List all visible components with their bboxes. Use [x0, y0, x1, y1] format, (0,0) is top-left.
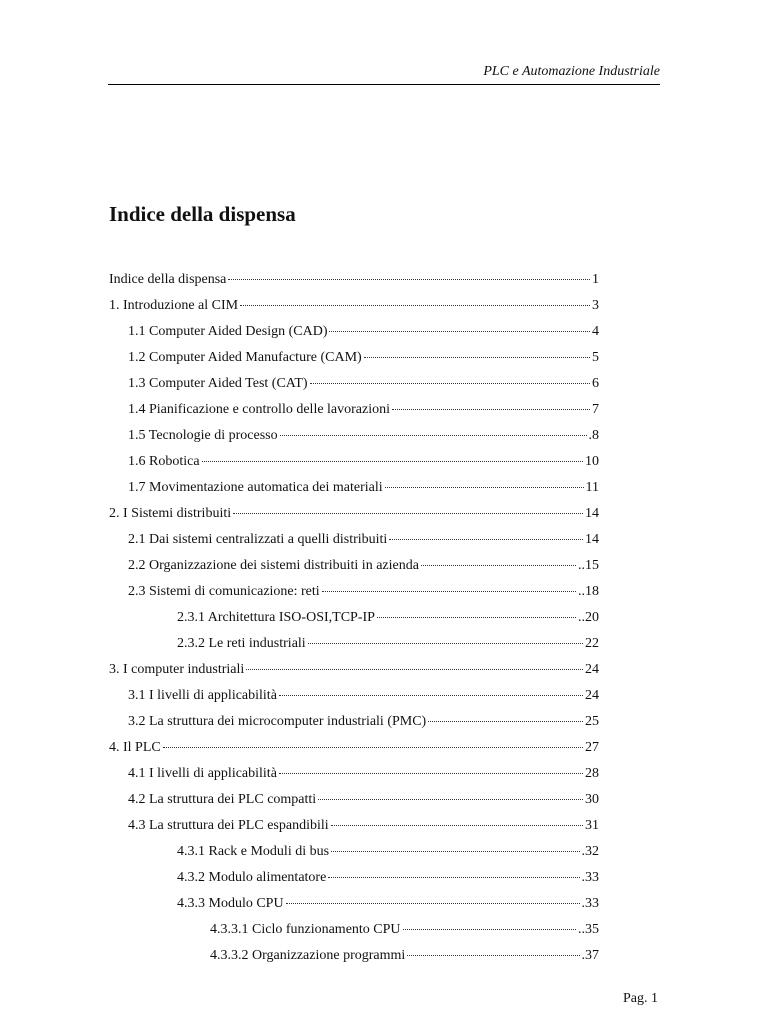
- toc-entry[interactable]: [109, 917, 599, 943]
- toc-entry[interactable]: [109, 475, 599, 501]
- toc-entry-label: 4.1 I livelli di applicabilità: [128, 766, 277, 781]
- toc-entry-label: 4.3.3.1 Ciclo funzionamento CPU: [210, 922, 401, 937]
- toc-entry[interactable]: [109, 631, 599, 657]
- toc-entry[interactable]: [109, 371, 599, 397]
- toc-dot-leader: [202, 461, 583, 462]
- toc-entry-label: 1.5 Tecnologie di processo: [128, 428, 278, 443]
- toc-entry[interactable]: [109, 345, 599, 371]
- toc-entry-page: 5: [592, 350, 599, 365]
- toc-entry-label: 3.2 La struttura dei microcomputer industriali (PMC): [128, 714, 427, 729]
- toc-dot-leader: [331, 851, 579, 852]
- toc-dot-leader: [389, 539, 583, 540]
- toc-dot-leader: [286, 903, 580, 904]
- toc-dot-leader: [407, 955, 579, 956]
- toc-entry-label: 1.3 Computer Aided Test (CAT): [128, 376, 308, 391]
- toc-dot-leader: [279, 773, 583, 774]
- toc-entry-page: 14: [585, 532, 599, 547]
- toc-dot-leader: [328, 877, 579, 878]
- toc-entry-label: 2.3.1 Architettura ISO-OSI,TCP-IP: [177, 610, 375, 625]
- toc-entry[interactable]: [109, 735, 599, 761]
- toc-entry-label: 1.7 Movimentazione automatica dei materiali: [128, 480, 383, 495]
- toc-entry-label: 3. I computer industriali: [109, 662, 245, 677]
- toc-entry-label: 4.3 La struttura dei PLC espandibili: [128, 818, 329, 833]
- toc-entry-page: ..15: [578, 558, 599, 573]
- toc-entry-page: .33: [581, 896, 599, 911]
- toc-dot-leader: [322, 591, 576, 592]
- toc-entry[interactable]: [109, 527, 599, 553]
- toc-dot-leader: [403, 929, 576, 930]
- toc-entry[interactable]: [109, 787, 599, 813]
- toc-entry-page: ..18: [578, 584, 599, 599]
- toc-entry-page: 7: [592, 402, 599, 417]
- toc-entry-page: .33: [581, 870, 599, 885]
- toc-entry-page: 31: [585, 818, 599, 833]
- toc-dot-leader: [329, 331, 590, 332]
- toc-entry-label: 1.2 Computer Aided Manufacture (CAM): [128, 350, 362, 365]
- toc-entry-label: 2.3 Sistemi di comunicazione: reti: [128, 584, 320, 599]
- toc-entry-page: 24: [585, 688, 599, 703]
- toc-dot-leader: [421, 565, 576, 566]
- toc-entry-label: 1. Introduzione al CIM: [109, 298, 239, 313]
- toc-entry[interactable]: [109, 657, 599, 683]
- toc-dot-leader: [228, 279, 590, 280]
- toc-dot-leader: [318, 799, 583, 800]
- toc-dot-leader: [308, 643, 583, 644]
- toc-dot-leader: [310, 383, 590, 384]
- toc-entry-page: .37: [581, 948, 599, 963]
- toc-dot-leader: [385, 487, 584, 488]
- toc-entry[interactable]: [109, 579, 599, 605]
- toc-entry-page: 11: [585, 480, 599, 495]
- toc-entry-label: 1.1 Computer Aided Design (CAD): [128, 324, 328, 339]
- toc-dot-leader: [280, 435, 587, 436]
- toc-entry-page: 30: [585, 792, 599, 807]
- toc-dot-leader: [331, 825, 583, 826]
- toc-dot-leader: [240, 305, 590, 306]
- toc-entry-page: .8: [588, 428, 599, 443]
- toc-entry-label: 4.3.2 Modulo alimentatore: [177, 870, 327, 885]
- page-title: Indice della dispensa: [109, 202, 296, 226]
- toc-entry[interactable]: [109, 839, 599, 865]
- toc-entry-label: 1.6 Robotica: [128, 454, 200, 469]
- toc-entry[interactable]: [109, 709, 599, 735]
- toc-entry-label: 3.1 I livelli di applicabilità: [128, 688, 277, 703]
- toc-entry-label: 2.2 Organizzazione dei sistemi distribuiti in azienda: [128, 558, 419, 573]
- page-number: Pag. 1: [623, 991, 658, 1006]
- toc-entry[interactable]: [109, 813, 599, 839]
- toc-entry-page: 25: [585, 714, 599, 729]
- toc-entry-page: 10: [585, 454, 599, 469]
- toc-entry[interactable]: [109, 943, 599, 969]
- toc-entry-page: .32: [581, 844, 599, 859]
- toc-entry[interactable]: [109, 605, 599, 631]
- toc-dot-leader: [163, 747, 583, 748]
- toc-dot-leader: [364, 357, 590, 358]
- toc-entry-page: 4: [592, 324, 599, 339]
- toc-entry[interactable]: [109, 293, 599, 319]
- toc-dot-leader: [279, 695, 583, 696]
- toc-entry[interactable]: [109, 553, 599, 579]
- toc-dot-leader: [428, 721, 583, 722]
- toc-entry-label: 2. I Sistemi distribuiti: [109, 506, 232, 521]
- toc-entry[interactable]: [109, 891, 599, 917]
- toc-entry-page: 28: [585, 766, 599, 781]
- toc-dot-leader: [377, 617, 576, 618]
- toc-dot-leader: [246, 669, 583, 670]
- toc-entry[interactable]: [109, 449, 599, 475]
- toc-dot-leader: [392, 409, 590, 410]
- toc-entry-label: 4.2 La struttura dei PLC compatti: [128, 792, 317, 807]
- table-of-contents: [109, 267, 599, 969]
- toc-entry-label: 4. Il PLC: [109, 740, 161, 755]
- toc-entry-label: 4.3.3 Modulo CPU: [177, 896, 284, 911]
- toc-entry-page: 24: [585, 662, 599, 677]
- toc-entry-page: 6: [592, 376, 599, 391]
- toc-entry-page: 27: [585, 740, 599, 755]
- toc-entry[interactable]: [109, 397, 599, 423]
- toc-entry[interactable]: [109, 267, 599, 293]
- toc-entry-page: 3: [592, 298, 599, 313]
- toc-entry[interactable]: [109, 319, 599, 345]
- toc-entry-label: 2.1 Dai sistemi centralizzati a quelli distribuiti: [128, 532, 388, 547]
- toc-entry-label: 4.3.1 Rack e Moduli di bus: [177, 844, 330, 859]
- toc-entry-label: Indice della dispensa: [109, 272, 227, 287]
- toc-entry[interactable]: [109, 423, 599, 449]
- toc-entry[interactable]: [109, 501, 599, 527]
- toc-entry-page: 22: [585, 636, 599, 651]
- toc-entry-label: 4.3.3.2 Organizzazione programmi: [210, 948, 406, 963]
- toc-entry-label: 2.3.2 Le reti industriali: [177, 636, 306, 651]
- toc-entry[interactable]: [109, 761, 599, 787]
- toc-entry[interactable]: [109, 683, 599, 709]
- toc-dot-leader: [233, 513, 583, 514]
- toc-entry-page: 14: [585, 506, 599, 521]
- toc-entry-page: ..35: [578, 922, 599, 937]
- running-header: PLC e Automazione Industriale: [108, 64, 660, 85]
- toc-entry[interactable]: [109, 865, 599, 891]
- toc-entry-page: ..20: [578, 610, 599, 625]
- toc-entry-label: 1.4 Pianificazione e controllo delle lavorazioni: [128, 402, 391, 417]
- toc-entry-page: 1: [592, 272, 599, 287]
